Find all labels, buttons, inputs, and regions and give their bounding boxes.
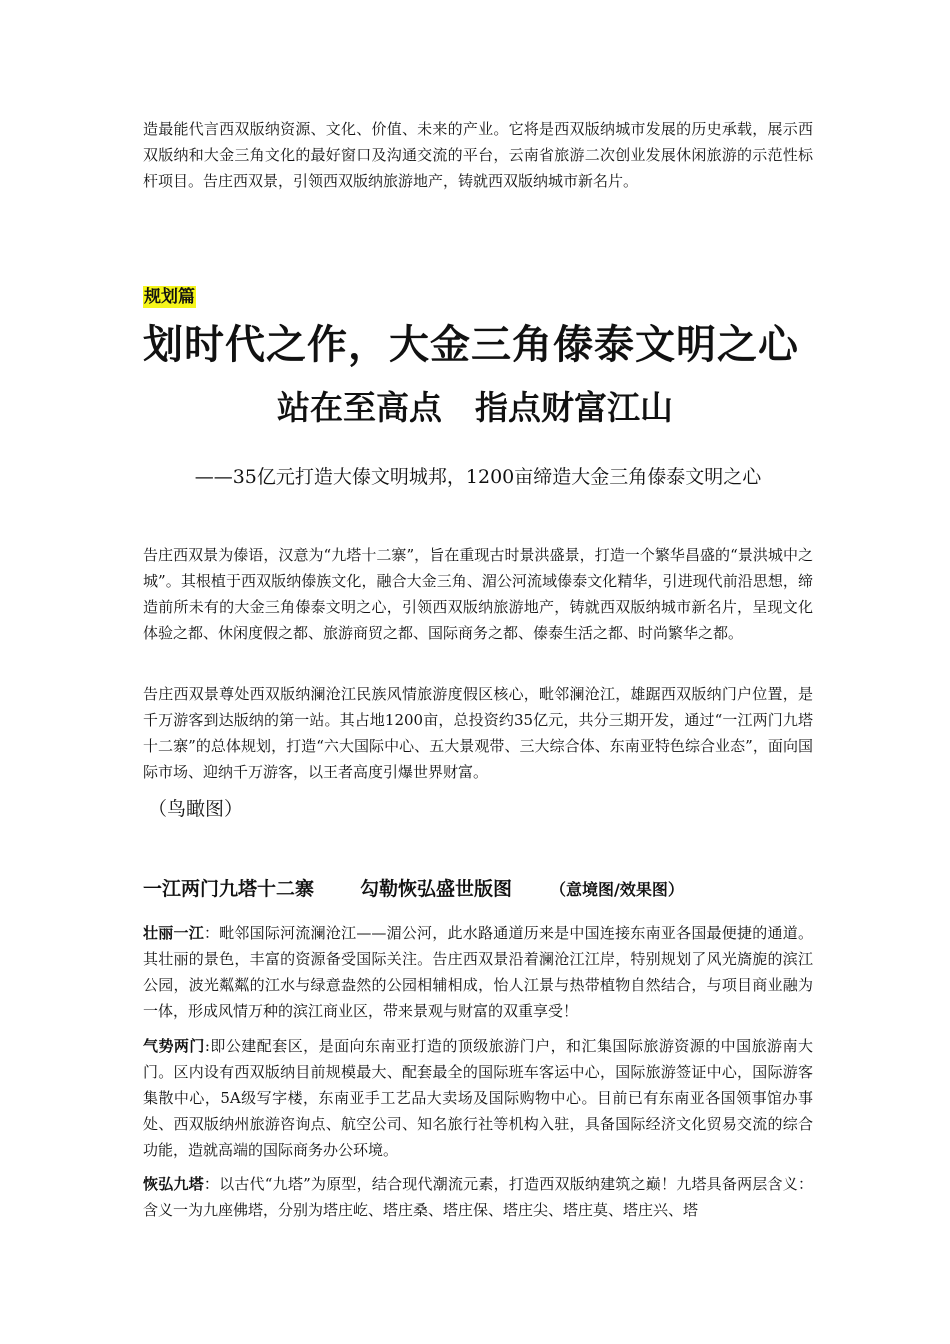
body-paragraph-1: 告庄西双景为傣语，汉意为“九塔十二寨”，旨在重现古时景洪盛景，打造一个繁华昌盛的“景洪城中之城”。其根植于西双版纳傣族文化，融合大金三角、湄公河流域傣泰文化精华，引进现代前沿思想，缔造前所未有的大金三角傣泰文明之心，引领西双版纳旅游地产，铸就西双版纳城市新名片，呈现文化体验之都、休闲度假之都、旅游商贸之都、国际商务之都、傣泰生活之都、时尚繁华之都。 [143, 546, 813, 642]
body-paragraph-2: 告庄西双景尊处西双版纳澜沧江民族风情旅游度假区核心，毗邻澜沧江，雄踞西双版纳门户位置，是千万游客到达版纳的第一站。其占地1200亩，总投资约35亿元，共分三期开发，通过“一江两门九塔十二寨”的总体规划，打造“六大国际中心、五大景观带、三大综合体、东南亚特色综合业态”，面向国际市场、迎纳千万游客，以王者高度引爆世界财富。 [143, 685, 813, 781]
list-item [143, 1171, 813, 1223]
section-heading-part2: 勾勒恢弘盛世版图 [360, 878, 513, 900]
main-title: 划时代之作，大金三角傣泰文明之心 [143, 322, 799, 368]
item-text: :即公建配套区，是面向东南亚打造的顶级旅游门户，和汇集国际旅游资源的中国旅游南大门。区内设有西双版纳目前规模最大、配套最全的国际班车客运中心，国际旅游签证中心，国际游客集散中心，5A级写字楼，东南亚手工艺品大卖场及国际购物中心。目前已有东南亚各国领事馆办事处、西双版纳州旅游咨询点、航空公司、知名旅行社等机构入驻，具备国际经济文化贸易交流的综合功能，造就高端的国际商务办公环境。 [143, 1037, 813, 1159]
list-item [143, 1033, 813, 1163]
item-text: ：毗邻国际河流澜沧江——湄公河，此水路通道历来是中国连接东南亚各国最便捷的通道。其壮丽的景色，丰富的资源备受国际关注。告庄西双景沿着澜沧江江岸，特别规划了风光旖旎的滨江公园，波光粼粼的江水与绿意盎然的公园相辅相成，怡人江景与热带植物自然结合，与项目商业融为一体，形成风情万种的滨江商业区，带来景观与财富的双重享受！ [143, 924, 813, 1020]
item-text: ：以古代“九塔”为原型，结合现代潮流元素，打造西双版纳建筑之巅！九塔具备两层含义：含义一为九座佛塔，分别为塔庄屹、塔庄桑、塔庄保、塔庄尖、塔庄莫、塔庄兴、塔 [143, 1175, 813, 1219]
tagline: ——35亿元打造大傣文明城邦，1200亩缔造大金三角傣泰文明之心 [194, 466, 762, 488]
subtitle: 站在至高点 指点财富江山 [277, 388, 673, 427]
section-tag-highlight: 规划篇 [144, 287, 195, 307]
intro-paragraph: 造最能代言西双版纳资源、文化、价值、未来的产业。它将是西双版纳城市发展的历史承载，展示西双版纳和大金三角文化的最好窗口及沟通交流的平台，云南省旅游二次创业发展休闲旅游的示范性标杆项目。告庄西双景，引领西双版纳旅游地产，铸就西双版纳城市新名片。 [143, 120, 813, 190]
section-heading-note: （意境图/效果图） [550, 880, 684, 899]
image-caption: （鸟瞰图） [148, 798, 244, 820]
item-lead: 恢弘九塔 [143, 1175, 204, 1193]
item-lead: 壮丽一江 [143, 924, 204, 942]
list-item [143, 920, 813, 1024]
section-heading [143, 874, 684, 905]
section-heading-part1: 一江两门九塔十二寨 [143, 878, 315, 900]
item-lead: 气势两门 [143, 1037, 205, 1055]
